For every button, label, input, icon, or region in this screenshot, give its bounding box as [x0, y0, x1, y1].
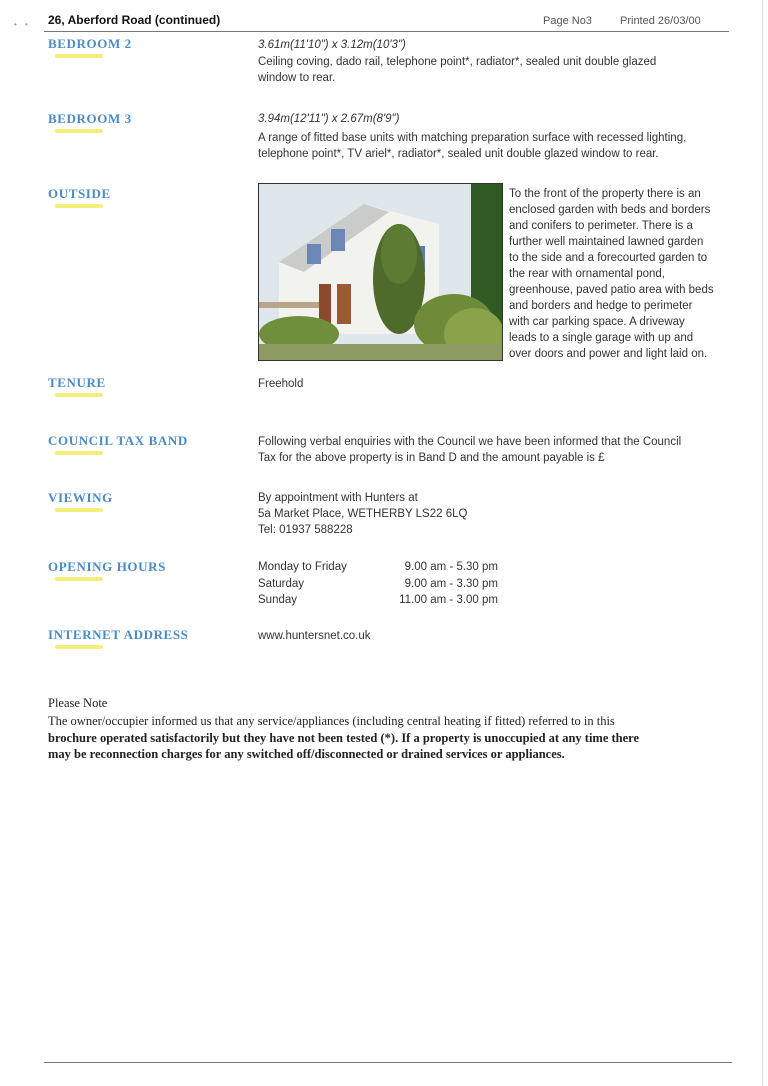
opening-hours-table: [258, 559, 518, 609]
tenure-value: Freehold: [258, 378, 304, 390]
outside-line: and borders and hedge to perimeter: [509, 300, 693, 312]
outside-heading: OUTSIDE: [48, 186, 111, 201]
viewing-highlight: [55, 508, 103, 512]
outside-line: leads to a single garage with up and: [509, 332, 694, 344]
hours-row: [258, 592, 518, 609]
outside-line: greenhouse, paved patio area with beds: [509, 284, 714, 296]
bedroom3-dimensions: 3.94m(12'11") x 2.67m(8'9"): [258, 113, 400, 125]
hours-time: 9.00 am - 5.30 pm: [404, 561, 498, 573]
bedroom3-desc-line2: telephone point*, TV ariel*, radiator*, sealed unit double glazed window to rear.: [258, 148, 659, 160]
footer-rule: [44, 1062, 732, 1063]
hours-day: Saturday: [258, 577, 305, 590]
outside-line: enclosed garden with beds and borders: [509, 204, 711, 216]
outside-line: the rear with ornamental pond,: [509, 268, 665, 280]
hours-row: [258, 559, 518, 576]
council-tax-description: [258, 434, 681, 466]
page-number: Page No3: [543, 15, 592, 27]
outside-highlight: [55, 204, 103, 208]
outside-line: with car parking space. A driveway: [509, 316, 685, 328]
page-edge: [762, 0, 763, 1086]
bedroom2-dimensions: 3.61m(11'10") x 3.12m(10'3"): [258, 39, 406, 51]
viewing-address: 5a Market Place, WETHERBY LS22 6LQ: [258, 508, 468, 520]
bedroom2-description: [258, 54, 656, 86]
outside-line: and conifers to perimeter. There is a: [509, 220, 693, 232]
council-tax-highlight: [55, 451, 103, 455]
note-line1: The owner/occupier informed us that any service/appliances (including central heating if fitted) referred to in this: [48, 714, 615, 728]
printed-date: Printed 26/03/00: [620, 15, 701, 27]
outside-line: over doors and power and light laid on.: [509, 348, 708, 360]
note-body: [48, 713, 728, 763]
internet-heading: INTERNET ADDRESS: [48, 627, 189, 642]
viewing-line1: By appointment with Hunters at: [258, 492, 418, 504]
property-title: 26, Aberford Road (continued): [48, 13, 221, 27]
internet-highlight: [55, 645, 103, 649]
header-rule: [44, 31, 729, 32]
outside-description: [509, 186, 731, 362]
outside-line: further well maintained lawned garden: [509, 236, 704, 248]
hours-time: 9.00 am - 3.30 pm: [404, 577, 498, 590]
bedroom2-heading: BEDROOM 2: [48, 36, 132, 51]
bedroom3-desc-line1: A range of fitted base units with matching preparation surface with recessed lighting,: [258, 132, 687, 144]
hours-day: Monday to Friday: [258, 561, 347, 573]
viewing-phone: Tel: 01937 588228: [258, 524, 353, 536]
outside-line: To the front of the property there is an: [509, 188, 701, 200]
bedroom3-highlight: [55, 129, 103, 133]
house-exterior-photo: [259, 184, 502, 360]
bedroom2-desc-line1: Ceiling coving, dado rail, telephone point*, radiator*, sealed unit double glazed: [258, 56, 657, 68]
tenure-highlight: [55, 393, 103, 397]
outside-line: to the side and a forecourted garden to: [509, 252, 708, 264]
bedroom2-desc-line2: window to rear.: [258, 72, 336, 84]
website-link[interactable]: www.huntersnet.co.uk: [258, 630, 371, 642]
council-tax-line2: Tax for the above property is in Band D and the amount payable is £: [258, 452, 605, 464]
note-line3: may be reconnection charges for any switched off/disconnected or drained services or appliances.: [48, 747, 565, 761]
opening-hours-heading: OPENING HOURS: [48, 559, 166, 574]
opening-hours-highlight: [55, 577, 103, 581]
hours-time: 11.00 am - 3.00 pm: [399, 594, 498, 606]
bedroom2-highlight: [55, 54, 103, 58]
bedroom3-description: [258, 130, 686, 162]
tenure-heading: TENURE: [48, 375, 106, 390]
note-line2: brochure operated satisfactorily but they have not been tested (*). If a property is unoccupied at any time there: [48, 730, 640, 745]
council-tax-heading: COUNCIL TAX BAND: [48, 433, 188, 448]
bedroom3-heading: BEDROOM 3: [48, 111, 132, 126]
scan-marks: • •: [14, 20, 31, 29]
note-title: Please Note: [48, 696, 108, 710]
viewing-details: [258, 490, 467, 538]
council-tax-line1: Following verbal enquiries with the Council we have been informed that the Council: [258, 436, 682, 448]
hours-row: [258, 576, 518, 593]
house-photo: [258, 183, 503, 361]
hours-day: Sunday: [258, 594, 298, 606]
viewing-heading: VIEWING: [48, 490, 113, 505]
